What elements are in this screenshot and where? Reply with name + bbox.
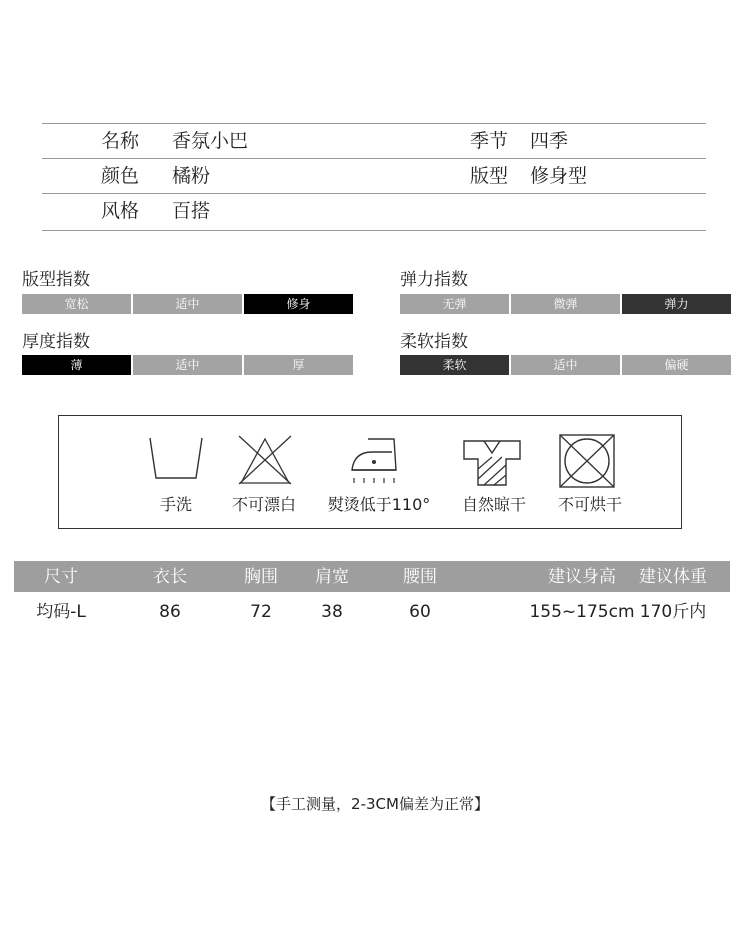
info-value-style: 百搭 — [172, 200, 211, 222]
softness-option-soft: 柔软 — [400, 355, 509, 375]
fit-option-loose: 宽松 — [22, 294, 131, 314]
info-label-name: 名称 — [101, 130, 140, 152]
care-label-line-dry: 自然晾干 — [461, 495, 527, 514]
cell-weight: 170斤内 — [639, 602, 707, 622]
softness-option-hard: 偏硬 — [622, 355, 731, 375]
iron-low-icon — [348, 436, 402, 486]
header-shoulder: 肩宽 — [315, 567, 349, 587]
header-chest: 胸围 — [244, 567, 278, 587]
softness-index-title: 柔软指数 — [400, 332, 468, 352]
softness-option-medium: 适中 — [511, 355, 620, 375]
cell-shoulder: 38 — [321, 602, 343, 622]
line-dry-icon — [462, 439, 522, 487]
header-weight: 建议体重 — [639, 567, 707, 587]
elastic-option-slight: 微弹 — [511, 294, 620, 314]
size-table-header — [14, 561, 730, 592]
thickness-option-thick: 厚 — [244, 355, 353, 375]
elastic-option-none: 无弹 — [400, 294, 509, 314]
fit-index-title: 版型指数 — [22, 270, 90, 290]
hand-wash-icon — [148, 436, 204, 482]
info-value-color: 橘粉 — [172, 165, 211, 187]
info-value-name: 香氛小巴 — [172, 130, 249, 152]
thickness-option-thin: 薄 — [22, 355, 131, 375]
elastic-index-title: 弹力指数 — [400, 270, 468, 290]
cell-length: 86 — [159, 602, 181, 622]
fit-option-medium: 适中 — [133, 294, 242, 314]
care-label-hand-wash: 手洗 — [159, 495, 193, 514]
fit-option-slim: 修身 — [244, 294, 353, 314]
cell-height: 155~175cm — [529, 602, 635, 622]
info-divider — [42, 193, 706, 194]
thickness-index-title: 厚度指数 — [22, 332, 90, 352]
care-label-no-tumble-dry: 不可烘干 — [557, 495, 623, 514]
care-label-iron-low: 熨烫低于110° — [327, 495, 431, 514]
measurement-note: 【手工测量，2-3CM偏差为正常】 — [261, 795, 489, 813]
info-divider — [42, 158, 706, 159]
cell-waist: 60 — [409, 602, 431, 622]
info-label-season: 季节 — [470, 130, 509, 152]
header-height: 建议身高 — [548, 567, 616, 587]
info-label-fit: 版型 — [470, 165, 509, 187]
no-bleach-icon — [236, 433, 294, 487]
info-value-fit: 修身型 — [530, 165, 588, 187]
info-value-season: 四季 — [530, 130, 569, 152]
header-length: 衣长 — [153, 567, 187, 587]
elastic-option-stretch: 弹力 — [622, 294, 731, 314]
no-tumble-dry-icon — [558, 433, 616, 489]
header-waist: 腰围 — [403, 567, 437, 587]
info-top-line — [42, 123, 706, 124]
thickness-option-medium: 适中 — [133, 355, 242, 375]
info-bottom-line — [42, 230, 706, 231]
cell-size: 均码-L — [36, 602, 86, 622]
care-label-no-bleach: 不可漂白 — [231, 495, 297, 514]
cell-chest: 72 — [250, 602, 272, 622]
header-size: 尺寸 — [44, 567, 78, 587]
info-label-color: 颜色 — [101, 165, 140, 187]
info-label-style: 风格 — [101, 200, 140, 222]
